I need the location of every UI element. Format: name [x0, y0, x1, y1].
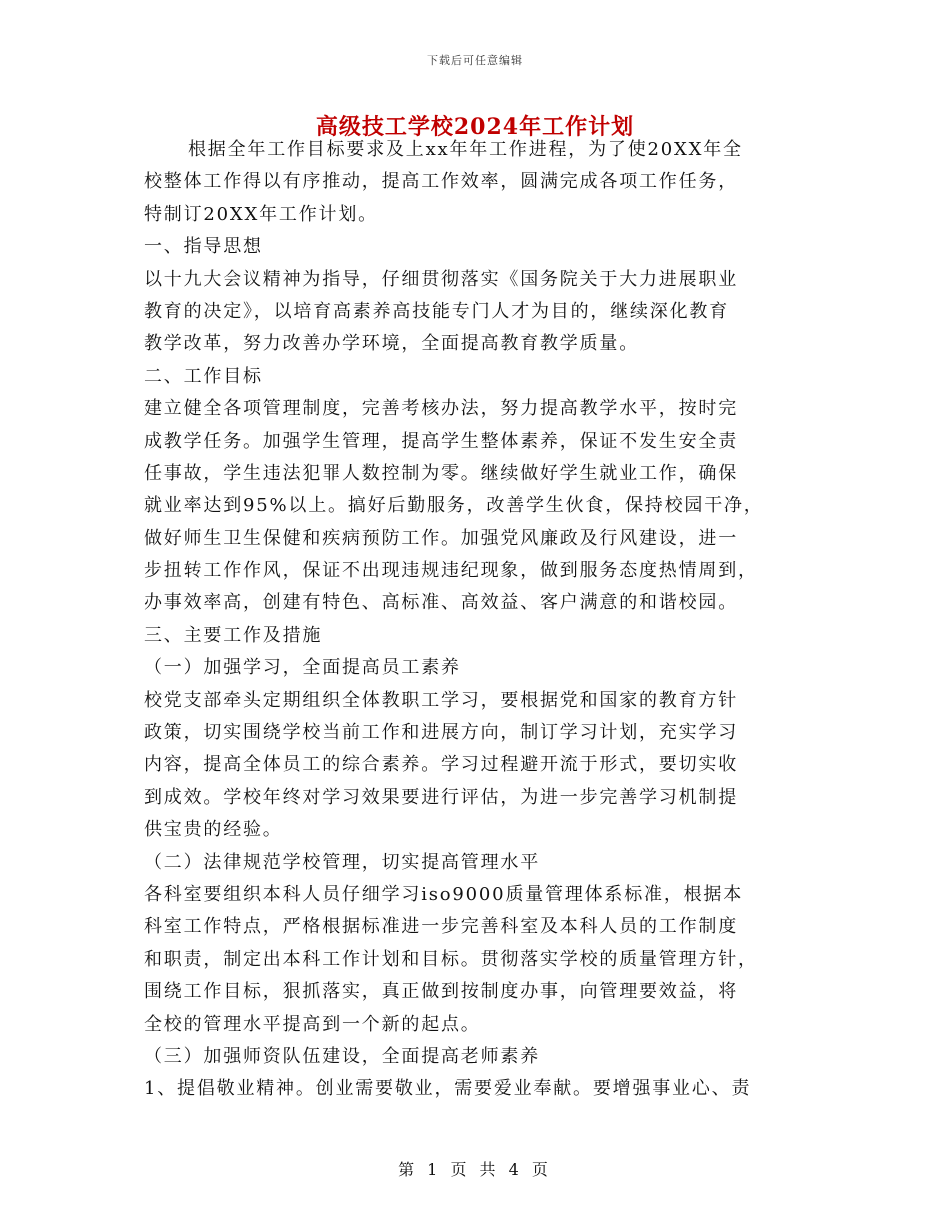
body-line: 教育的决定》，以培育高素养高技能专门人才为目的，继续深化教育 [144, 300, 729, 322]
body-line: 内容，提高全体员工的综合素养。学习过程避开流于形式，要切实收 [144, 754, 738, 776]
body-line: 做好师生卫生保健和疾病预防工作。加强党风廉政及行风建设，进一 [144, 527, 738, 549]
body-line: 教学改革，努力改善办学环境，全面提高教育教学质量。 [144, 333, 639, 355]
body-line: 科室工作特点，严格根据标准进一步完善科室及本科人员的工作制度 [144, 916, 738, 938]
body-line: 就业率达到95%以上。搞好后勤服务，改善学生伙食，保持校园干净， [144, 495, 764, 517]
section-heading: 三、主要工作及措施 [144, 624, 323, 646]
body-line: 办事效率高，创建有特色、高标准、高效益、客户满意的和谐校园。 [144, 592, 738, 614]
document-title: 高级技工学校2024年工作计划 [315, 114, 635, 140]
subsection-heading: （一）加强学习，全面提高员工素养 [144, 657, 461, 679]
body-line: 校党支部牵头定期组织全体教职工学习，要根据党和国家的教育方针 [144, 689, 738, 711]
body-line: 根据全年工作目标要求及上xx年年工作进程，为了使20XX年全 [188, 139, 743, 160]
body-line: 建立健全各项管理制度，完善考核办法，努力提高教学水平，按时完 [144, 398, 738, 420]
body-line: 供宝贵的经验。 [144, 819, 283, 841]
body-line: 校整体工作得以有序推动，提高工作效率，圆满完成各项工作任务， [144, 171, 738, 193]
body-line: 特制订20XX年工作计划。 [144, 203, 378, 225]
body-line: 全校的管理水平提高到一个新的起点。 [144, 1013, 481, 1035]
body-line: 和职责，制定出本科工作计划和目标。贯彻落实学校的质量管理方针， [144, 948, 758, 970]
body-line: 到成效。学校年终对学习效果要进行评估，为进一步完善学习机制提 [144, 786, 738, 808]
body-line: 1、提倡敬业精神。创业需要敬业，需要爱业奉献。要增强事业心、责 [144, 1078, 752, 1100]
subsection-heading: （三）加强师资队伍建设，全面提高老师素养 [144, 1045, 540, 1067]
page-header-note: 下载后可任意编辑 [427, 54, 523, 67]
body-line: 各科室要组织本科人员仔细学习iso9000质量管理体系标准，根据本 [144, 883, 744, 905]
body-line: 任事故，学生违法犯罪人数控制为零。继续做好学生就业工作，确保 [144, 462, 738, 484]
document-body [144, 134, 814, 1106]
body-line: 步扭转工作作风，保证不出现违规违纪现象，做到服务态度热情周到， [144, 560, 758, 582]
page-number-footer: 第 1 页 共 4 页 [398, 1160, 552, 1179]
body-line: 围绕工作目标，狠抓落实，真正做到按制度办事，向管理要效益，将 [144, 981, 738, 1003]
subsection-heading: （二）法律规范学校管理，切实提高管理水平 [144, 851, 540, 873]
body-line: 政策，切实围绕学校当前工作和进展方向，制订学习计划，充实学习 [144, 722, 738, 744]
section-heading: 一、指导思想 [144, 236, 263, 258]
section-heading: 二、工作目标 [144, 365, 263, 387]
body-line: 成教学任务。加强学生管理，提高学生整体素养，保证不发生安全责 [144, 430, 738, 452]
body-line: 以十九大会议精神为指导，仔细贯彻落实《国务院关于大力进展职业 [144, 268, 738, 290]
